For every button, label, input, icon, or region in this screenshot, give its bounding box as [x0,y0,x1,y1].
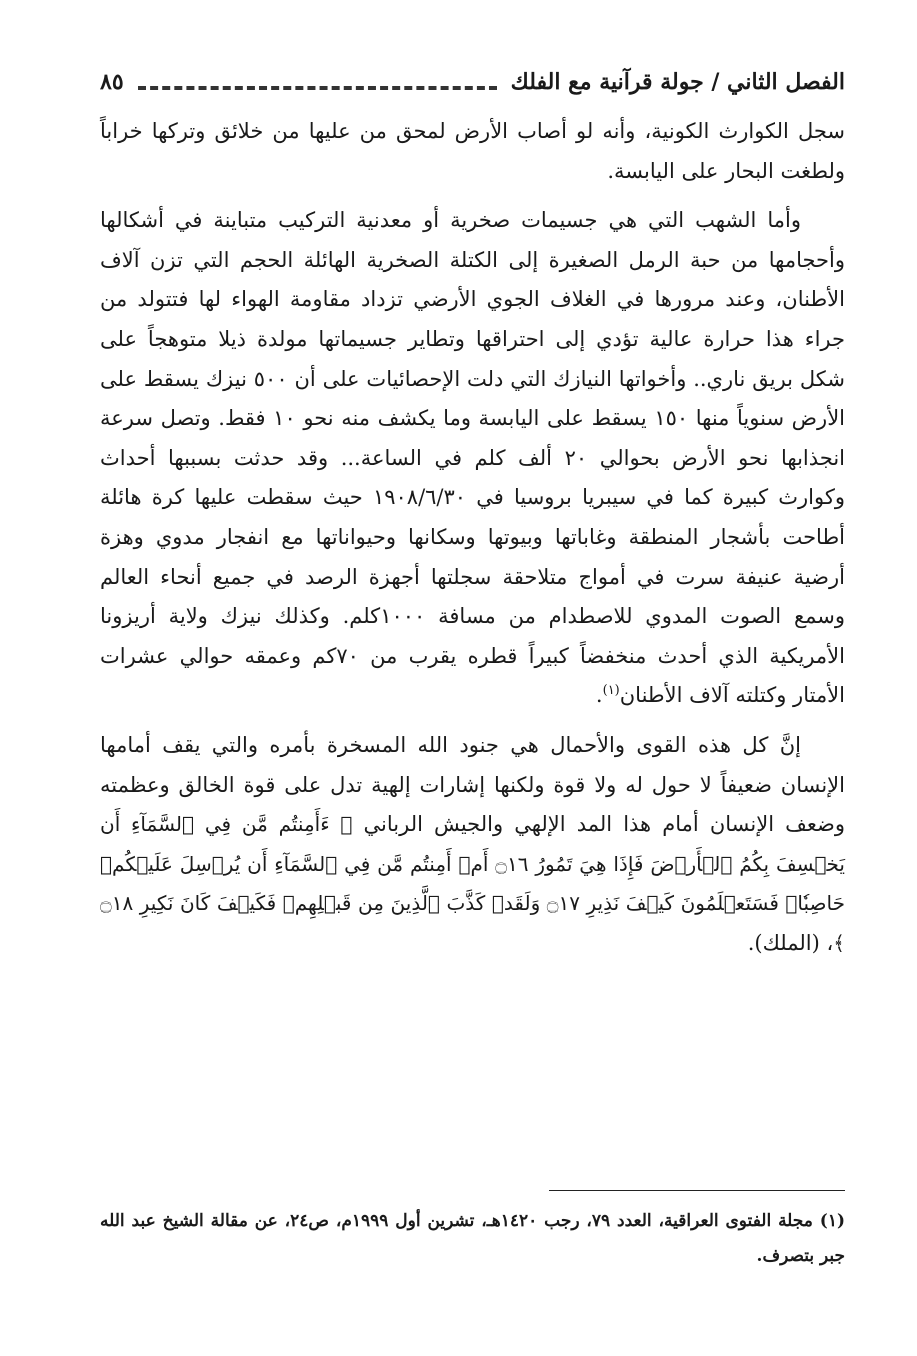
page-number: ٨٥ [100,69,124,95]
running-header [100,62,845,102]
quran-verse: ﴿ ءَأَمِنتُم مَّن فِي ٱلسَّمَآءِ أَن يَخۡسِفَ بِكُمُ ٱلۡأَرۡضَ فَإِذَا هِيَ تَمُورُ ۝١٦ أَمۡ أَمِنتُم مَّن فِي ٱلسَّمَآءِ أَن يُرۡسِلَ عَلَيۡكُمۡ حَاصِبٗاۖ فَسَتَعۡلَمُونَ كَيۡفَ نَذِيرِ ۝١٧ وَلَقَدۡ كَذَّبَ ٱلَّذِينَ مِن قَبۡلِهِمۡ فَكَيۡفَ كَانَ نَكِيرِ ۝١٨ ﴾ [100,812,845,955]
dot-leader [138,86,497,90]
footnote-1: (١) مجلة الفتوى العراقية، العدد ٧٩، رجب ١٤٢٠هـ، تشرين أول ١٩٩٩م، ص٢٤، عن مقالة الشيخ عبد الله جبر بتصرف. [100,1211,845,1266]
footnote-separator [549,1190,845,1191]
verse-source: ، (الملك). [747,930,834,955]
paragraph-2-text: وأما الشهب التي هي جسيمات صخرية أو معدنية التركيب متباينة في أشكالها وأحجامها من حبة الرمل الصغيرة إلى الكتلة الصخرية الهائلة الحجم التي تزن آلاف الأطنان، وعند مرورها في الغلاف الجوي الأرضي تزداد مقاومة الهواء لها فتتولد من جراء هذا حرارة عالية تؤدي إلى احتراقها وتطاير جسيماتها مولدة ذيلا متوهجاً على شكل بريق ناري.. وأخواتها النيازك التي دلت الإحصائيات على أن ٥٠٠ نيزك يسقط على الأرض سنوياً منها ١٥٠ يسقط على اليابسة وما يكشف منه نحو ١٠ فقط. وتصل سرعة انجذابها نحو الأرض بحوالي ٢٠ ألف كلم في الساعة... وقد حدثت بسببها أحداث وكوارث كبيرة كما في سيبريا بروسيا في ١٩٠٨/٦/٣٠ حيث سقطت عليها كرة هائلة أطاحت بأشجار المنطقة وغاباتها وبيوتها وسكانها وحيواناتها مع انفجار مدوي وهزة أرضية عنيفة سرت في أمواج متلاحقة سجلتها أجهزة الرصد في جميع أنحاء العالم وسمع الصوت المدوي للاصطدام من مسافة ١٠٠٠كلم. وكذلك نيزك ولاية أريزونا الأمريكية الذي أحدث منخفضاً كبيراً قطره يقرب من ٧٠كم وعمقه حوالي عشرات الأمتار وكتلته آلاف الأطنان [100,208,846,708]
footnotes [100,1204,845,1274]
chapter-title: الفصل الثاني / جولة قرآنية مع الفلك [510,69,845,95]
footnote-ref-1[interactable]: (١) [602,683,620,699]
body-text [100,112,845,973]
paragraph-1: سجل الكوارث الكونية، وأنه لو أصاب الأرض لمحق من عليها من خلائق وتركها خراباً ولطغت البحار على اليابسة. [100,119,845,183]
paragraph-2 [100,201,845,716]
paragraph-3-text: إنَّ كل هذه القوى والأحمال هي جنود الله المسخرة بأمره والتي يقف أمامها الإنسان ضعيفاً لا حول له ولا قوة ولكنها إشارات إلهية تدل على قوة الخالق وعظمته وضعف الإنسان أمام هذا المد الإلهي والجيش الرباني [100,732,845,837]
paragraph-2-end: . [595,683,603,708]
paragraph-3 [100,726,845,964]
